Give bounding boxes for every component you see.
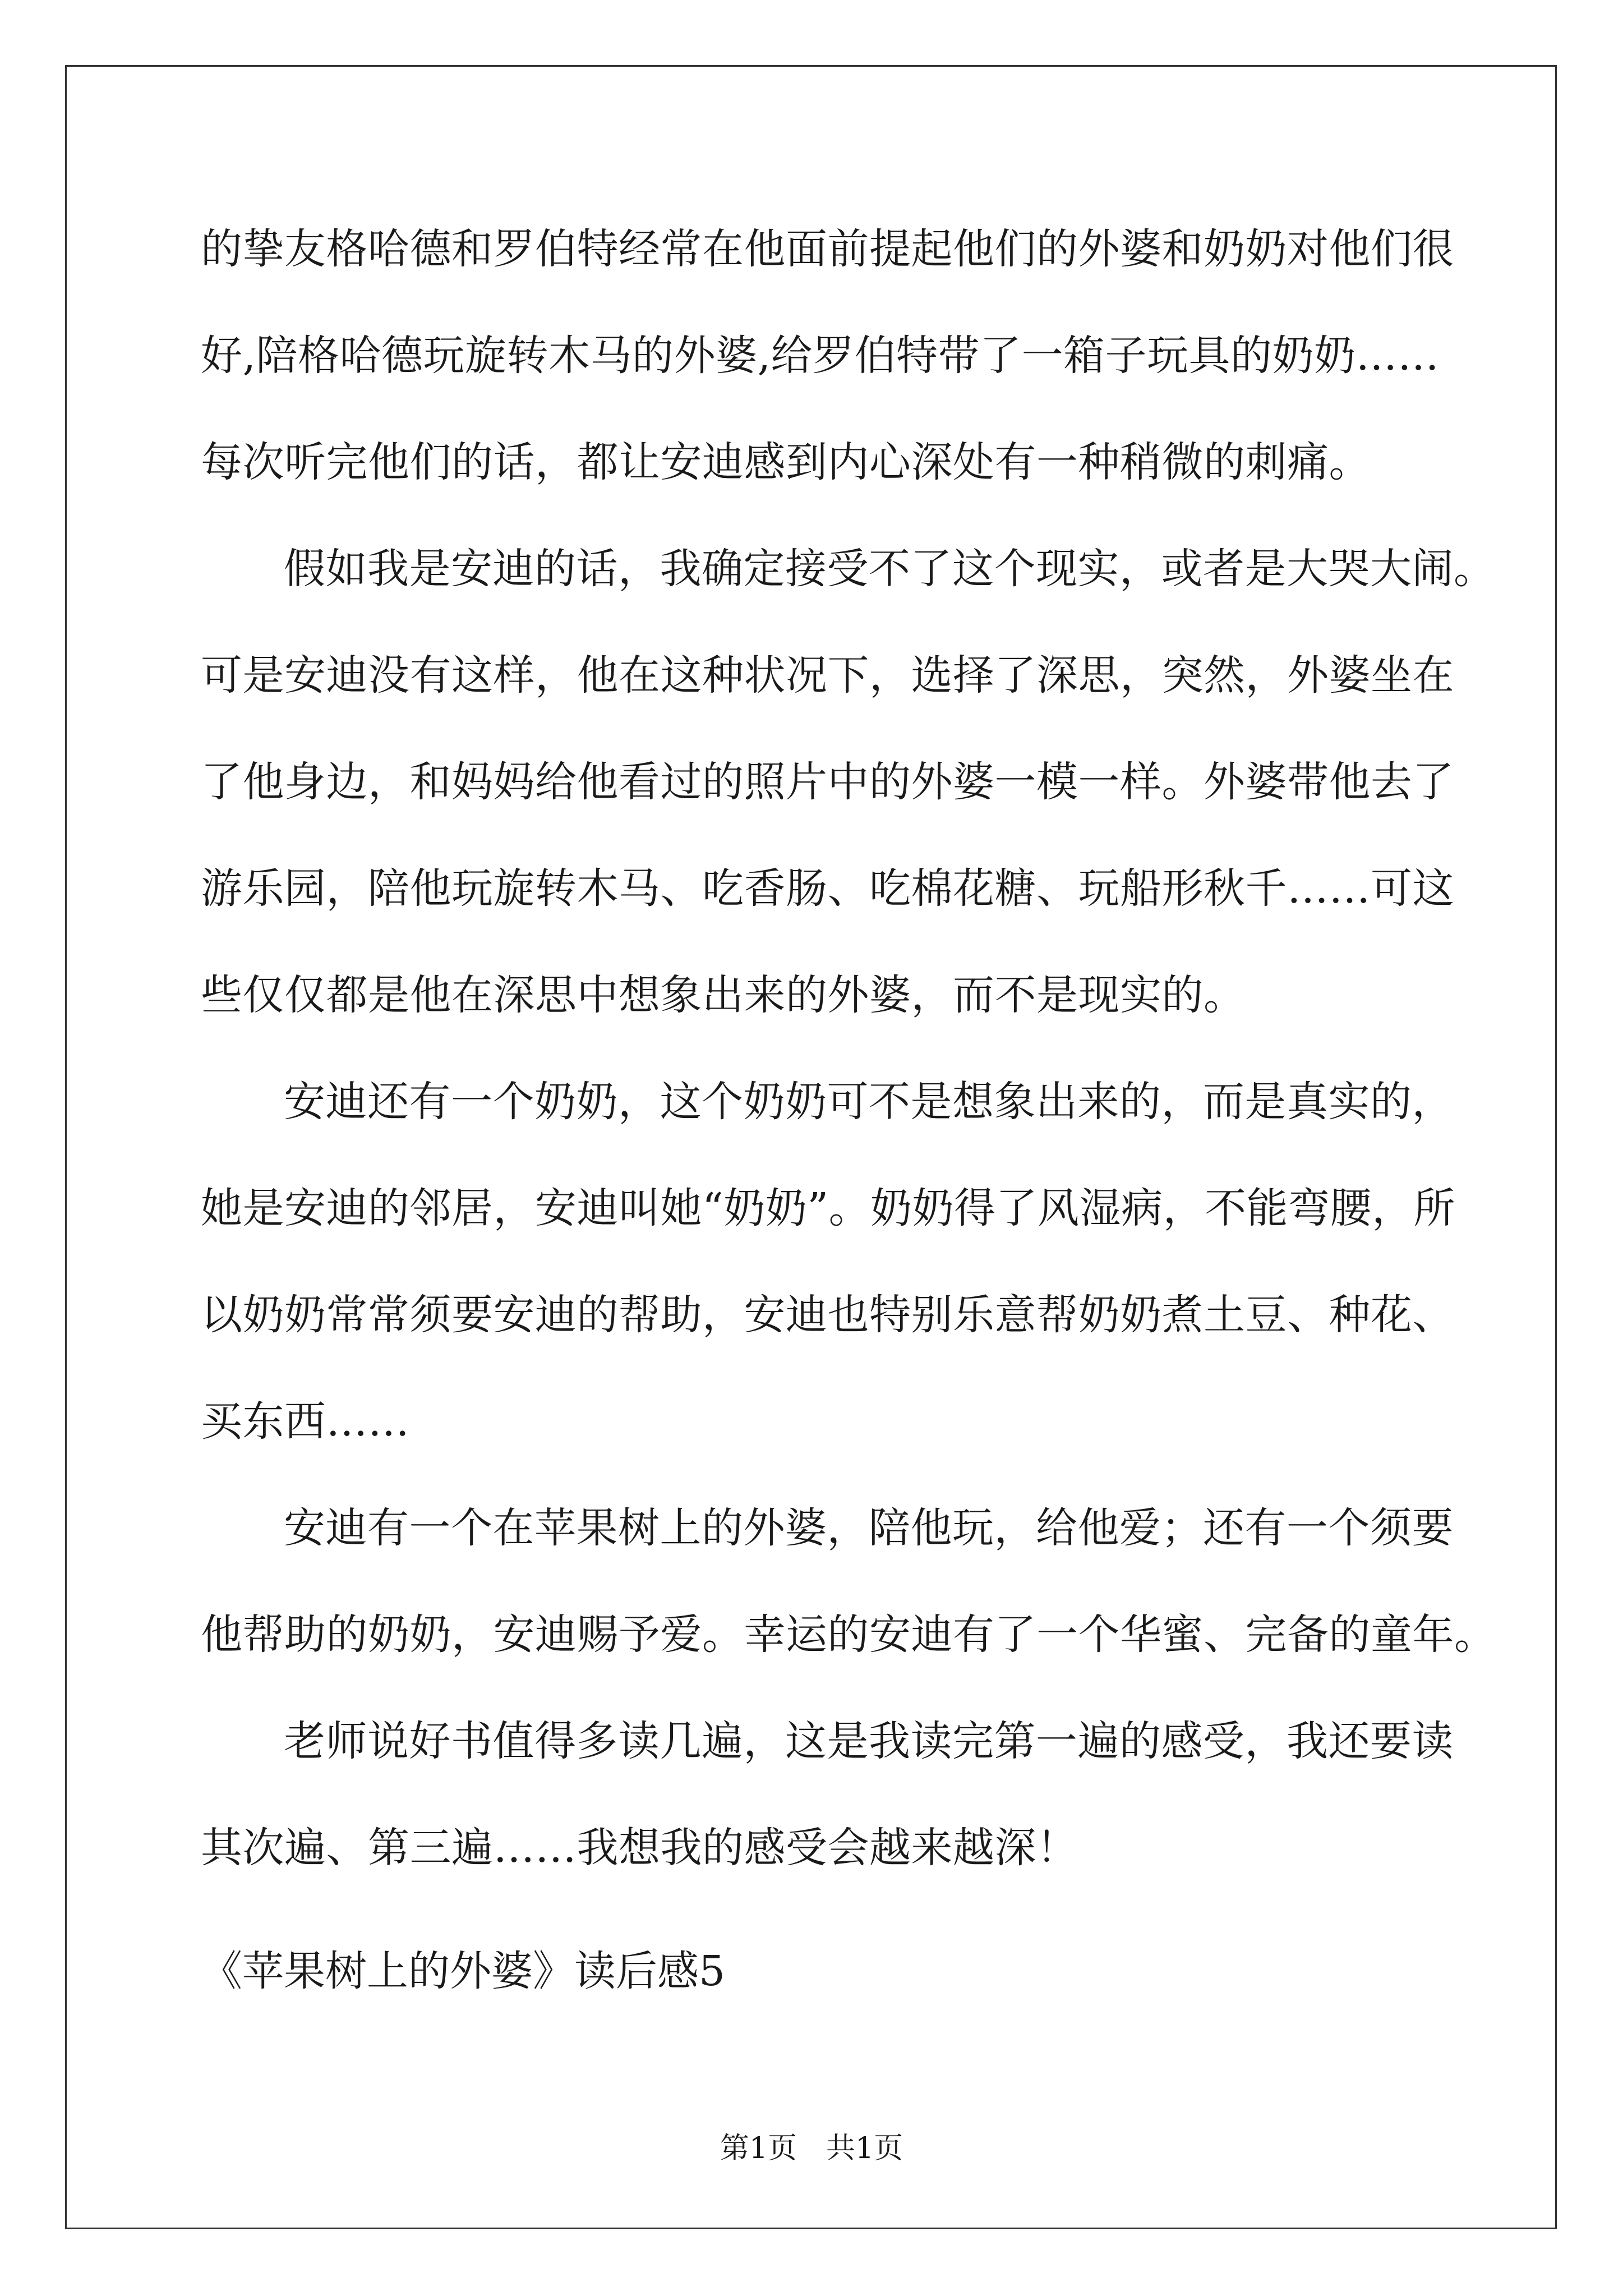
text-line: 她是安迪的邻居，安迪叫她“奶奶”。奶奶得了风湿病，不能弯腰，所 [201,1184,1456,1232]
paragraph-start-line: 老师说好书值得多读几遍，这是我读完第一遍的感受，我还要读 [284,1717,1454,1765]
text-line: 其次遍、第三遍……我想我的感受会越来越深！ [201,1824,1078,1872]
text-line: 游乐园，陪他玩旋转木马、吃香肠、吃棉花糖、玩船形秋千……可这 [201,864,1454,913]
paragraph-start-line: 假如我是安迪的话，我确定接受不了这个现实，或者是大哭大闹。 [284,545,1496,593]
text-line: 可是安迪没有这样，他在这种状况下，选择了深思，突然，外婆坐在 [201,651,1454,700]
section-title: 《苹果树上的外婆》读后感5 [201,1947,726,1995]
text-line: 好,陪格哈德玩旋转木马的外婆,给罗伯特带了一箱子玩具的奶奶…… [201,332,1440,380]
document-body [201,212,1496,1917]
text-line: 每次听完他们的话，都让安迪感到内心深处有一种稍微的刺痛。 [201,438,1371,486]
text-line: 买东西…… [201,1397,410,1446]
text-line: 些仅仅都是他在深思中想象出来的外婆，而不是现实的。 [201,971,1246,1019]
page-footer: 第1页 共1页 [720,2132,903,2165]
text-line: 以奶奶常常须要安迪的帮助，安迪也特别乐意帮奶奶煮土豆、种花、 [201,1291,1454,1339]
paragraph-start-line: 安迪有一个在苹果树上的外婆，陪他玩，给他爱；还有一个须要 [284,1504,1454,1552]
text-line: 的挚友格哈德和罗伯特经常在他面前提起他们的外婆和奶奶对他们很 [201,225,1454,273]
text-line: 他帮助的奶奶，安迪赐予爱。幸运的安迪有了一个华蜜、完备的童年。 [201,1611,1496,1659]
paragraph-start-line: 安迪还有一个奶奶，这个奶奶可不是想象出来的，而是真实的， [284,1078,1454,1126]
text-line: 了他身边，和妈妈给他看过的照片中的外婆一模一样。外婆带他去了 [201,758,1454,806]
